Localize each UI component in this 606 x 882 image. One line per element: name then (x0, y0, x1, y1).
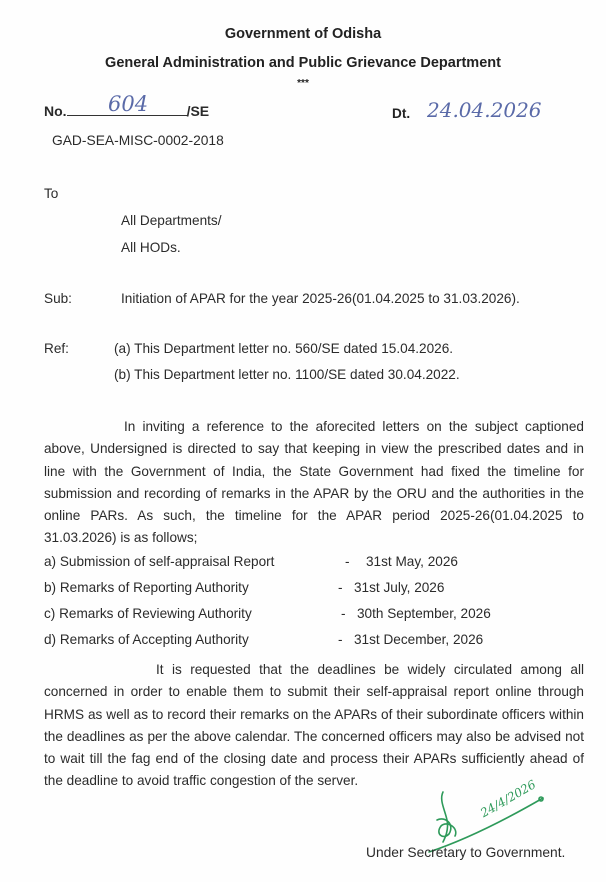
schedule-date: 31st December, 2026 (354, 632, 484, 647)
body-paragraph-1: In inviting a reference to the aforecited letters on the subject captioned above, Undersigned is directed to say that keeping in view the prescribed dates and in line with the Government of India, the State Government had fixed the timeline for submission and recording of remarks in the APAR by the ORU and the authorities in the online PARs. As such, the timeline for the APAR period 2025-26(01.04.2025 to 31.03.2026) is as follows; (44, 419, 584, 546)
schedule-label: d) Remarks of Accepting Authority (44, 632, 249, 647)
reference-label: Ref: (44, 341, 69, 356)
schedule-date: 31st May, 2026 (366, 554, 458, 569)
schedule-label: c) Remarks of Reviewing Authority (44, 606, 252, 621)
schedule-date: 31st July, 2026 (354, 580, 445, 595)
date-handwritten: 24.04.2026 (427, 98, 542, 122)
reference-item-a (114, 341, 453, 356)
date-label: Dt. (392, 106, 411, 121)
schedule-label: b) Remarks of Reporting Authority (44, 580, 249, 595)
reference-marker: (b) (114, 367, 131, 382)
schedule-dash: - (341, 606, 346, 621)
to-label: To (44, 186, 59, 201)
reference-item-b (114, 367, 460, 382)
letter-number-handwritten: 604 (108, 92, 149, 116)
subject-label: Sub: (44, 291, 72, 306)
file-code: GAD-SEA-MISC-0002-2018 (52, 133, 224, 148)
signature-date-handwritten: 24/4/2026 (478, 777, 539, 821)
signature-stroke (442, 792, 448, 842)
schedule-dash: - (338, 580, 343, 595)
letter-number-label: No. (44, 103, 67, 119)
letter-number-suffix: /SE (186, 103, 210, 119)
signatory-designation: Under Secretary to Government. (366, 845, 566, 860)
schedule-label: a) Submission of self-appraisal Report (44, 554, 275, 569)
government-heading: Government of Odisha (224, 26, 382, 42)
department-heading: General Administration and Public Grievance Department (105, 55, 501, 71)
reference-text: This Department letter no. 1100/SE dated 30.04.2022. (134, 367, 460, 382)
schedule-date: 30th September, 2026 (357, 606, 491, 621)
addressee-line-2: All HODs. (121, 240, 181, 255)
body-paragraph-2: It is requested that the deadlines be widely circulated among all concerned in order to enable them to submit their self-appraisal report online through HRMS as well as to record their remarks on the APARs of their subordinate officers within the deadlines as per the above calendar. The concerned officers may also be advised not to wait till the fag end of the closing date and process their APARs sufficiently ahead of the deadline to avoid traffic congestion of the server. (44, 662, 584, 789)
separator-stars: *** (297, 78, 309, 89)
reference-marker: (a) (114, 341, 131, 356)
schedule-dash: - (345, 554, 350, 569)
reference-text: This Department letter no. 560/SE dated 15.04.2026. (134, 341, 454, 356)
schedule-dash: - (338, 632, 343, 647)
addressee-line-1: All Departments/ (121, 213, 222, 228)
subject-text: Initiation of APAR for the year 2025-26(01.04.2025 to 31.03.2026). (121, 291, 520, 306)
